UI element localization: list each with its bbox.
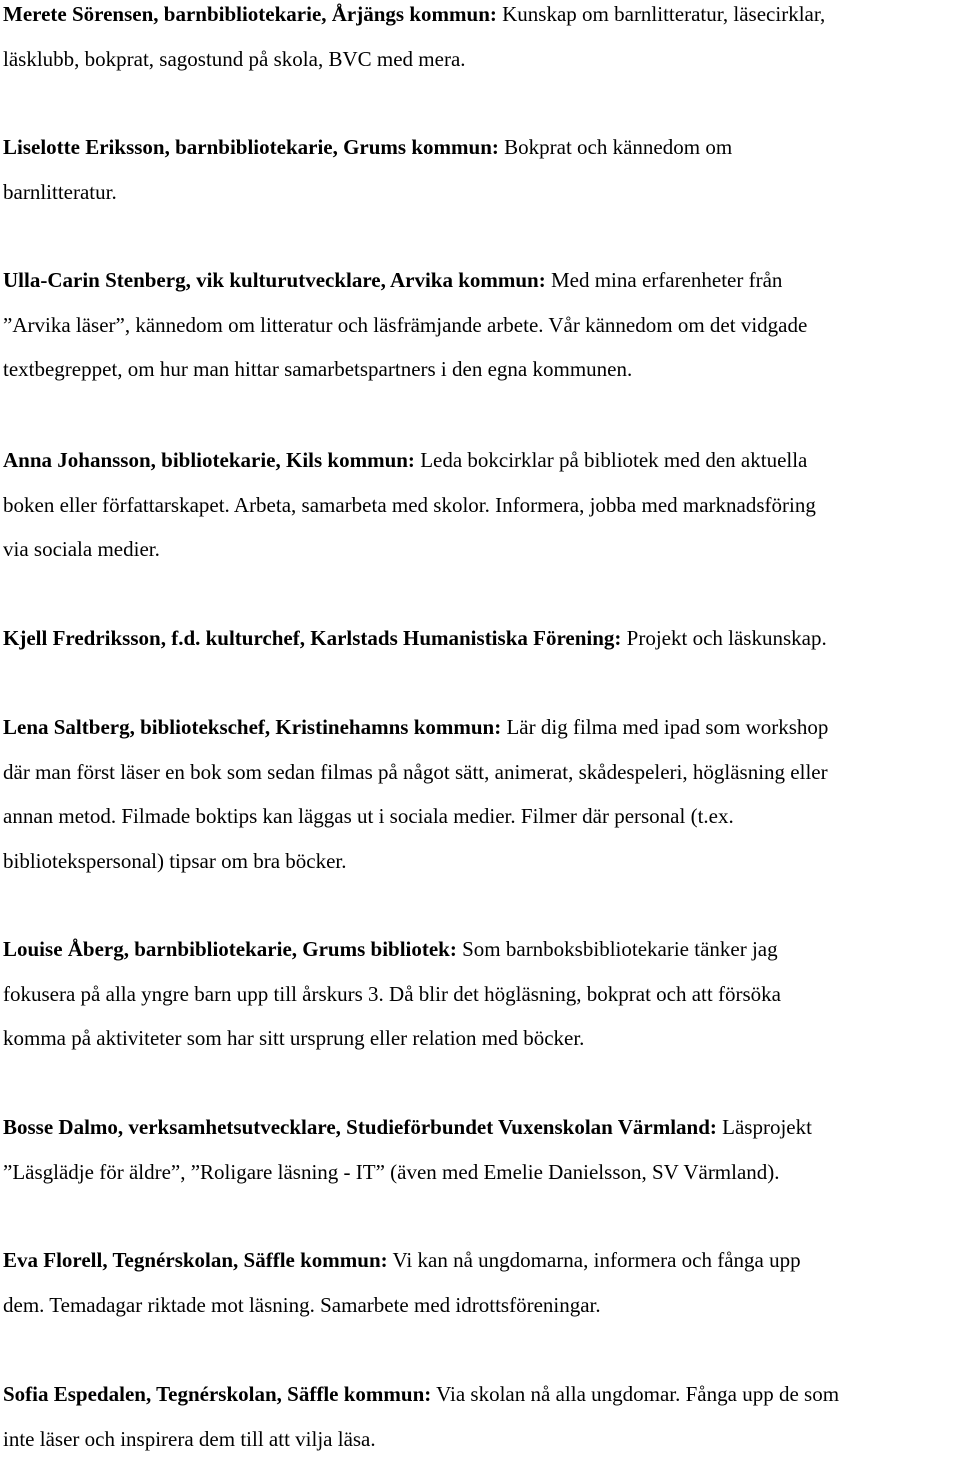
entry-name: Louise Åberg, barnbibliotekarie, Grums bibliotek: bbox=[3, 937, 457, 961]
entry-liselotte-eriksson bbox=[3, 125, 958, 214]
entry-name: Sofia Espedalen, Tegnérskolan, Säffle kommun: bbox=[3, 1382, 432, 1406]
entry-text: komma på aktiviteter som har sitt ursprung eller relation med böcker. bbox=[3, 1026, 585, 1050]
entry-text: Projekt och läskunskap. bbox=[621, 626, 827, 650]
entry-text: ”Arvika läser”, kännedom om litteratur och läsfrämjande arbete. Vår kännedom om det vidgade bbox=[3, 312, 808, 337]
entry-name: Anna Johansson, bibliotekarie, Kils kommun: bbox=[3, 448, 415, 472]
entry-anna-johansson bbox=[3, 438, 958, 572]
entry-text: Leda bokcirklar på bibliotek med den aktuella bbox=[414, 448, 808, 472]
entry-name: Eva Florell, Tegnérskolan, Säffle kommun: bbox=[3, 1248, 388, 1272]
entry-text: ”Läsglädje för äldre”, ”Roligare läsning - IT” (även med Emelie Danielsson, SV Värmland). bbox=[3, 1159, 780, 1184]
entry-sofia-espedalen bbox=[3, 1372, 958, 1461]
entry-text: läsklubb, bokprat, sagostund på skola, BVC med mera. bbox=[3, 46, 466, 71]
entry-text: Som barnboksbibliotekarie tänker jag bbox=[456, 937, 778, 961]
entry-text: Bokprat och kännedom om bbox=[498, 135, 733, 159]
entry-name: Merete Sörensen, barnbibliotekarie, Årjängs kommun: bbox=[3, 2, 497, 26]
entry-name: Bosse Dalmo, verksamhetsutvecklare, Studieförbundet Vuxenskolan Värmland: bbox=[3, 1115, 717, 1139]
entry-text: Vi kan nå ungdomarna, informera och fånga upp bbox=[387, 1248, 801, 1272]
entry-name: Kjell Fredriksson, f.d. kulturchef, Karlstads Humanistiska Förening: bbox=[3, 626, 622, 650]
entry-ulla-carin-stenberg bbox=[3, 258, 958, 392]
entry-text: inte läser och inspirera dem till att vilja läsa. bbox=[3, 1426, 376, 1451]
entry-text: bibliotekspersonal) tipsar om bra böcker. bbox=[3, 848, 347, 873]
entry-name: Lena Saltberg, bibliotekschef, Kristinehamns kommun: bbox=[3, 715, 502, 739]
entry-text: textbegreppet, om hur man hittar samarbetspartners i den egna kommunen. bbox=[3, 357, 633, 381]
entry-text: boken eller författarskapet. Arbeta, samarbeta med skolor. Informera, jobba med marknadsföring bbox=[3, 492, 816, 517]
entry-text: Via skolan nå alla ungdomar. Fånga upp de som bbox=[431, 1382, 840, 1406]
entry-louise-aberg bbox=[3, 927, 958, 1061]
entry-kjell-fredriksson bbox=[3, 616, 958, 661]
entry-bosse-dalmo bbox=[3, 1105, 958, 1194]
entry-text: via sociala medier. bbox=[3, 537, 160, 561]
entry-text: barnlitteratur. bbox=[3, 179, 117, 204]
entry-merete-sorensen bbox=[3, 0, 958, 81]
entry-text: Kunskap om barnlitteratur, läsecirklar, bbox=[496, 2, 826, 26]
entry-text: dem. Temadagar riktade mot läsning. Samarbete med idrottsföreningar. bbox=[3, 1292, 601, 1317]
entry-lena-saltberg bbox=[3, 705, 958, 883]
entry-text: Lär dig filma med ipad som workshop bbox=[501, 715, 829, 739]
entry-text: Med mina erfarenheter från bbox=[545, 268, 783, 292]
entry-text: fokusera på alla yngre barn upp till årskurs 3. Då blir det högläsning, bokprat och att försöka bbox=[3, 981, 781, 1006]
entry-text: annan metod. Filmade boktips kan läggas ut i sociala medier. Filmer där personal (t.ex. bbox=[3, 804, 734, 828]
entry-text: Läsprojekt bbox=[716, 1115, 812, 1139]
entry-name: Liselotte Eriksson, barnbibliotekarie, Grums kommun: bbox=[3, 135, 499, 159]
entry-text: där man först läser en bok som sedan filmas på något sätt, animerat, skådespeleri, högläsning eller bbox=[3, 759, 828, 784]
entry-name: Ulla-Carin Stenberg, vik kulturutvecklare, Arvika kommun: bbox=[3, 268, 546, 292]
entry-eva-florell bbox=[3, 1238, 958, 1327]
